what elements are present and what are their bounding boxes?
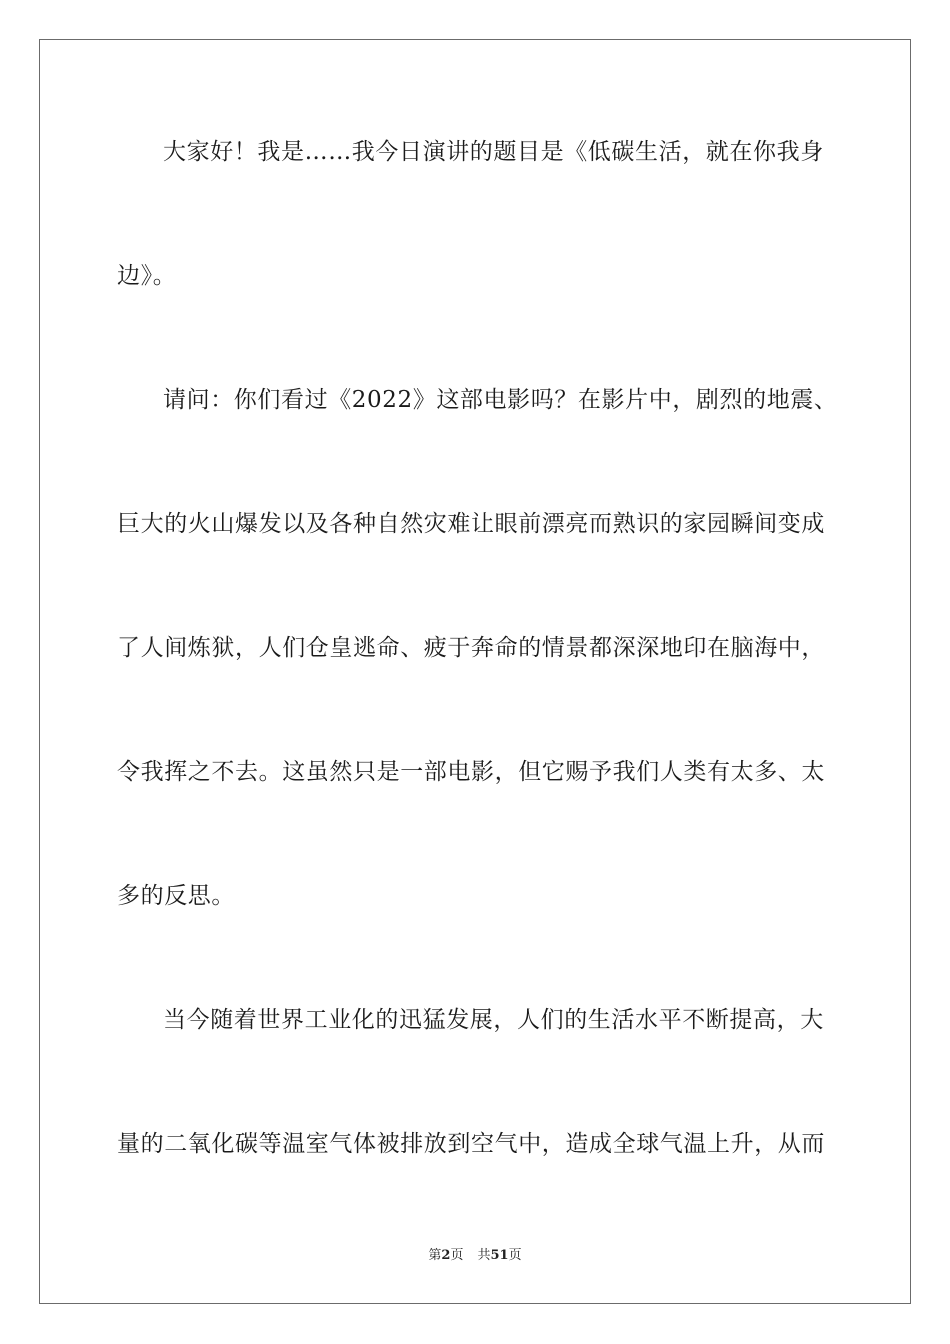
- page-number: 2: [441, 1248, 451, 1263]
- page-prefix: 第: [428, 1248, 442, 1263]
- page-suffix: 页: [450, 1248, 464, 1263]
- text-line-1: 大家好！我是……我今日演讲的题目是《低碳生活，就在你我身: [163, 139, 824, 165]
- page-footer: [0, 1247, 950, 1265]
- text-line-5: 了人间炼狱，人们仓皇逃命、疲于奔命的情景都深深地印在脑海中，: [117, 635, 825, 661]
- text-line-9: 量的二氧化碳等温室气体被排放到空气中，造成全球气温上升，从而: [117, 1131, 825, 1157]
- total-suffix: 页: [508, 1248, 522, 1263]
- text-line-4: 巨大的火山爆发以及各种自然灾难让眼前漂亮而熟识的家园瞬间变成: [117, 511, 825, 537]
- text-line-7: 多的反思。: [117, 883, 235, 909]
- text-line-6: 令我挥之不去。这虽然只是一部电影，但它赐予我们人类有太多、太: [117, 759, 825, 785]
- text-line-8: 当今随着世界工业化的迅猛发展，人们的生活水平不断提高，大: [163, 1007, 824, 1033]
- total-pages: 51: [490, 1248, 509, 1263]
- text-line-3: 请问：你们看过《2022》这部电影吗？在影片中，剧烈的地震、: [163, 387, 838, 413]
- total-prefix: 共: [477, 1248, 491, 1263]
- text-line-2: 边》。: [117, 263, 177, 289]
- page-frame: [39, 39, 911, 1304]
